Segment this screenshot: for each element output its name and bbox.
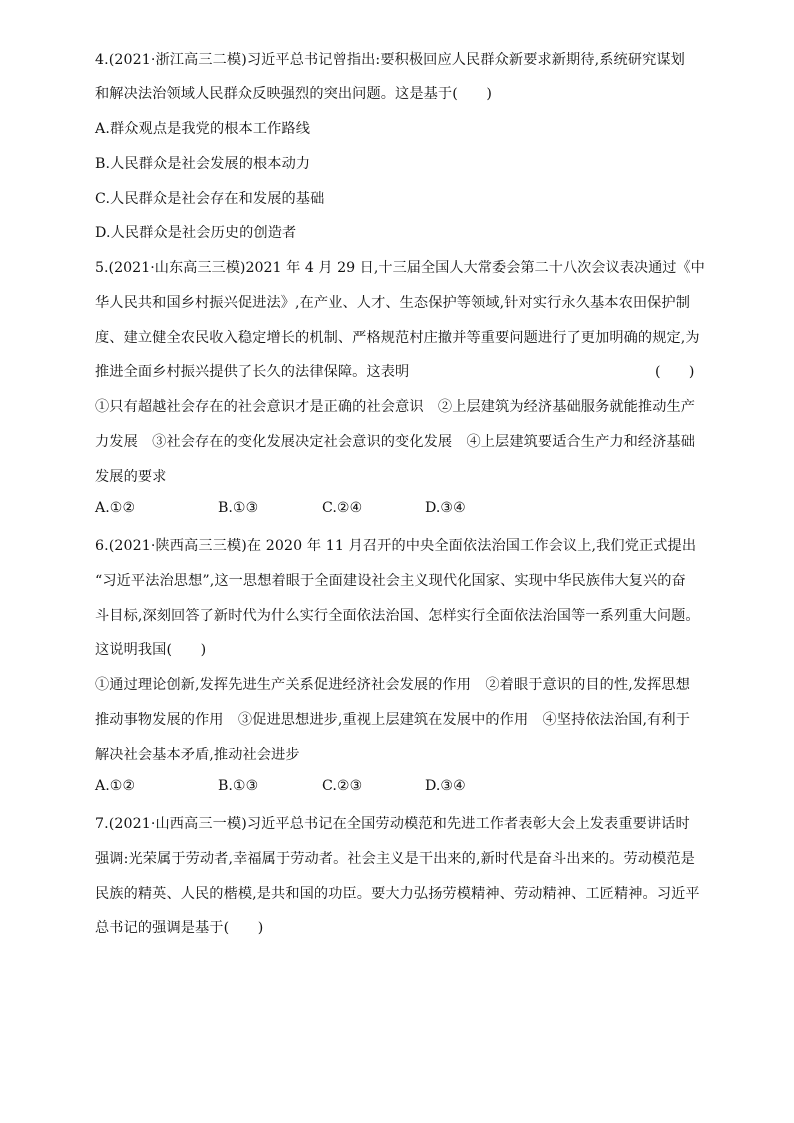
question-4-line-1: 4.(2021·浙江高三二模)习近平总书记曾指出:要积极回应人民群众新要求新期待,系统研究谋划	[95, 52, 685, 68]
question-5-answer-bracket: ( )	[655, 364, 695, 380]
question-4-option-d: D.人民群众是社会历史的创造者	[95, 225, 297, 241]
question-5-option-b: B.①③	[218, 500, 259, 516]
question-6-line-3: 斗目标,深刻回答了新时代为什么实行全面依法治国、怎样实行全面依法治国等一系列重大问题。	[95, 608, 700, 624]
question-6-statement-line-2: 推动事物发展的作用 ③促进思想进步,重视上层建筑在发展中的作用 ④坚持依法治国,有利于	[95, 712, 691, 728]
question-6-line-4: 这说明我国( )	[95, 642, 207, 658]
question-5-option-a: A.①②	[95, 500, 136, 516]
question-7-line-1: 7.(2021·山西高三一模)习近平总书记在全国劳动模范和先进工作者表彰大会上发表重要讲话时	[95, 816, 690, 832]
question-6-statement-line-1: ①通过理论创新,发挥先进生产关系促进经济社会发展的作用 ②着眼于意识的目的性,发挥思想	[95, 677, 691, 693]
question-5-line-2: 华人民共和国乡村振兴促进法》,在产业、人才、生态保护等领域,针对实行永久基本农田保护制	[95, 295, 691, 311]
question-5-statement-line-2: 力发展 ③社会存在的变化发展决定社会意识的变化发展 ④上层建筑要适合生产力和经济基础	[95, 434, 696, 450]
question-4-option-a: A.群众观点是我党的根本工作路线	[95, 121, 310, 137]
question-4-line-2: 和解决法治领域人民群众反映强烈的突出问题。这是基于( )	[95, 86, 493, 102]
question-6-option-a: A.①②	[95, 778, 136, 794]
question-7-line-4: 总书记的强调是基于( )	[95, 920, 264, 936]
question-6-statement-line-3: 解决社会基本矛盾,推动社会进步	[95, 747, 300, 763]
question-5-option-c: C.②④	[322, 500, 363, 516]
question-6-option-d: D.③④	[425, 778, 466, 794]
question-5-option-d: D.③④	[425, 500, 466, 516]
question-4-option-c: C.人民群众是社会存在和发展的基础	[95, 191, 325, 207]
question-6-line-2: “习近平法治思想”,这一思想着眼于全面建设社会主义现代化国家、实现中华民族伟大复兴的奋	[95, 573, 686, 589]
question-6-option-c: C.②③	[322, 778, 363, 794]
question-5-line-1: 5.(2021·山东高三三模)2021 年 4 月 29 日,十三届全国人大常委会第二十八次会议表决通过《中	[95, 260, 705, 276]
question-5-line-3: 度、建立健全农民收入稳定增长的机制、严格规范村庄撤并等重要问题进行了更加明确的规定,为	[95, 330, 700, 346]
question-5-line-4: 推进全面乡村振兴提供了长久的法律保障。这表明	[95, 364, 410, 380]
question-5-statement-line-1: ①只有超越社会存在的社会意识才是正确的社会意识 ②上层建筑为经济基础服务就能推动生产	[95, 399, 696, 415]
question-7-line-3: 民族的精英、人民的楷模,是共和国的功臣。要大力弘扬劳模精神、劳动精神、工匠精神。习近平	[95, 886, 700, 902]
question-6-option-b: B.①③	[218, 778, 259, 794]
question-7-line-2: 强调:光荣属于劳动者,幸福属于劳动者。社会主义是干出来的,新时代是奋斗出来的。劳动模范是	[95, 851, 695, 867]
question-5-statement-line-3: 发展的要求	[95, 469, 167, 485]
question-6-line-1: 6.(2021·陕西高三三模)在 2020 年 11 月召开的中央全面依法治国工作会议上,我们党正式提出	[95, 538, 697, 554]
question-4-option-b: B.人民群众是社会发展的根本动力	[95, 156, 311, 172]
